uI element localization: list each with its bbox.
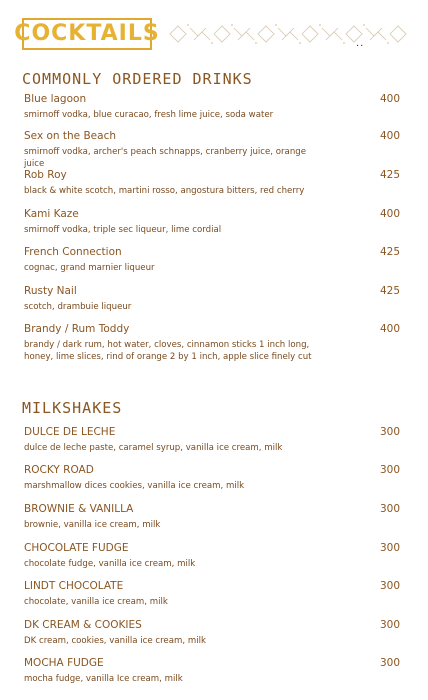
item-price: 425	[379, 246, 400, 258]
item-price: 300	[379, 619, 400, 631]
item-price: 300	[379, 426, 400, 438]
menu-item	[24, 657, 404, 685]
item-description: chocolate, vanilla ice cream, milk	[24, 597, 168, 607]
title-frame	[14, 18, 160, 50]
menu-item	[24, 323, 404, 363]
item-price: 425	[379, 169, 400, 181]
item-description: smirnoff vodka, triple sec liqueur, lime cordial	[24, 225, 222, 235]
item-price: 400	[379, 323, 400, 335]
item-description: smirnoff vodka, blue curacao, fresh lime juice, soda water	[24, 110, 274, 120]
item-name: DK CREAM & COOKIES	[24, 619, 142, 631]
item-price: 300	[379, 542, 400, 554]
item-description: chocolate fudge, vanilla ice cream, milk	[24, 559, 196, 569]
item-description: dulce de leche paste, caramel syrup, vanilla ice cream, milk	[24, 443, 283, 453]
item-name: LINDT CHOCOLATE	[24, 580, 124, 592]
item-name: Blue lagoon	[24, 93, 87, 105]
item-description: smirnoff vodka, archer's peach schnapps, cranberry juice, orange juice	[24, 147, 307, 169]
item-name: MOCHA FUDGE	[24, 657, 104, 669]
item-price: 300	[379, 503, 400, 515]
item-name: DULCE DE LECHE	[24, 426, 116, 438]
item-price: 400	[379, 208, 400, 220]
item-description: DK cream, cookies, vanilla ice cream, milk	[24, 636, 206, 646]
item-name: Kami Kaze	[24, 208, 79, 220]
item-price: 300	[379, 464, 400, 476]
item-description: cognac, grand marnier liqueur	[24, 263, 155, 273]
item-name: French Connection	[24, 246, 122, 258]
item-name: CHOCOLATE FUDGE	[24, 542, 129, 554]
item-name: Rob Roy	[24, 169, 67, 181]
page-marker: ..	[356, 38, 365, 49]
menu-item	[24, 619, 404, 647]
menu-item	[24, 285, 404, 313]
item-name: Sex on the Beach	[24, 130, 117, 142]
section-title-milkshakes: MILKSHAKES	[22, 399, 123, 417]
menu-item	[24, 542, 404, 570]
item-name: ROCKY ROAD	[24, 464, 94, 476]
menu-item	[24, 208, 404, 236]
item-price: 425	[379, 285, 400, 297]
item-description: scotch, drambuie liqueur	[24, 302, 132, 312]
menu-item	[24, 580, 404, 608]
item-description: mocha fudge, vanilla Ice cream, milk	[24, 674, 183, 684]
menu-item	[24, 169, 404, 197]
page-title: COCKTAILS	[14, 21, 160, 46]
item-price: 300	[379, 657, 400, 669]
section-title-commonly-ordered: COMMONLY ORDERED DRINKS	[22, 70, 253, 88]
menu-item	[24, 464, 404, 492]
item-name: Brandy / Rum Toddy	[24, 323, 130, 335]
menu-item	[24, 503, 404, 531]
item-price: 400	[379, 130, 400, 142]
decorative-pattern	[168, 22, 408, 46]
menu-item	[24, 246, 404, 274]
item-price: 300	[379, 580, 400, 592]
item-name: Rusty Nail	[24, 285, 77, 297]
menu-item	[24, 93, 404, 121]
item-name: BROWNIE & VANILLA	[24, 503, 134, 515]
item-price: 400	[379, 93, 400, 105]
menu-item	[24, 426, 404, 454]
item-description: marshmallow dices cookies, vanilla ice cream, milk	[24, 481, 245, 491]
menu-item	[24, 130, 404, 170]
item-description: black & white scotch, martini rosso, angostura bitters, red cherry	[24, 186, 305, 196]
item-description: brownie, vanilla ice cream, milk	[24, 520, 161, 530]
menu-header	[14, 18, 414, 56]
item-description: brandy / dark rum, hot water, cloves, cinnamon sticks 1 inch long, honey, lime slices, rind of orange 2 by 1 inch, apple slice finely cut	[24, 340, 312, 362]
